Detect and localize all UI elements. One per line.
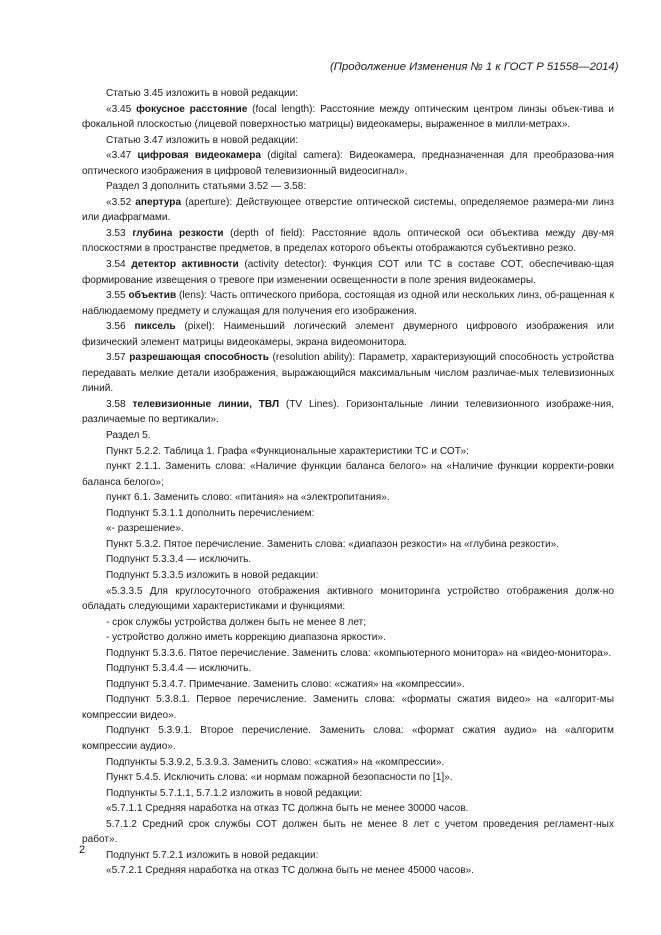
paragraph <box>82 537 614 553</box>
text-run: - устройство должно иметь коррекцию диапазона яркости». <box>106 632 386 644</box>
paragraph <box>82 133 614 149</box>
text-run: Раздел 5. <box>106 430 151 442</box>
text-run: Статью 3.45 изложить в новой редакции: <box>106 88 299 99</box>
text-run: пункт 2.1.1. Заменить слова: «Наличие функции баланса белого» на «Наличие функции корректи-ровки баланса белого»; <box>82 461 614 488</box>
text-run: Пункт 5.3.2. Пятое перечисление. Заменить слова: «диапазон резкости» на «глубина резкости». <box>106 538 560 550</box>
paragraph <box>82 459 614 490</box>
paragraph <box>82 288 614 319</box>
paragraph <box>82 350 614 397</box>
text-run: 3.58 <box>106 398 133 410</box>
text-run: Подпункт 5.7.2.1 изложить в новой редакции: <box>106 849 319 861</box>
paragraph <box>82 661 614 677</box>
document-body <box>82 86 614 879</box>
paragraph <box>82 86 614 102</box>
text-run: Подпункт 5.3.3.5 изложить в новой редакции: <box>106 569 319 581</box>
text-run: «5.7.2.1 Средняя наработка на отказ ТС должна быть не менее 45000 часов». <box>106 865 474 877</box>
text-run: (digital camera): Видеокамера, предназначенная для преобразова-ния оптического изображения в цифровой телевизионный видеосигнал». <box>82 150 614 177</box>
term: пиксель <box>134 321 176 333</box>
text-run: - срок службы устройства должен быть не менее 8 лет; <box>106 616 367 628</box>
page-number: 2 <box>79 844 86 856</box>
text-run: Подпункт 5.3.4.4 — исключить. <box>106 663 252 675</box>
paragraph <box>82 677 614 693</box>
text-run: 3.57 <box>106 352 130 364</box>
text-run: Подпункт 5.3.3.6. Пятое перечисление. Заменить слова: «компьютерного монитора» на «видео-монитора». <box>106 647 612 659</box>
text-run: Раздел 3 дополнить статьями 3.52 — 3.58: <box>106 181 307 193</box>
paragraph <box>82 552 614 568</box>
text-run: 5.7.1.2 Средний срок службы СОТ должен быть не менее 8 лет с учетом проведения регламент-ных работ». <box>82 818 614 846</box>
text-run: «3.52 <box>106 196 136 208</box>
term: апертура <box>135 196 182 208</box>
term: детектор активности <box>131 259 239 271</box>
text-run: 3.53 <box>106 227 133 239</box>
paragraph <box>82 397 614 428</box>
paragraph <box>82 770 614 786</box>
text-run: Подпункт 5.3.9.1. Второе перечисление. Заменить слова: «формат сжатия аудио» на «алгоритм компрессии аудио». <box>82 725 614 752</box>
text-run: пункт 6.1. Заменить слово: «питания» на «электропитания». <box>106 492 390 504</box>
text-run: (focal length): Расстояние между оптическим центром линзы объек-тива и фокальной плоскостью (лицевой поверхностью матрицы) видеокамеры, выраженное в милли-метрах». <box>82 103 614 131</box>
paragraph <box>82 319 614 350</box>
paragraph <box>82 226 614 257</box>
text-run: (pixel): Наименьший логический элемент двумерного цифрового изображения или физический элемент матрицы видеокамеры, экрана видеомонитора. <box>82 321 614 348</box>
paragraph <box>82 102 614 133</box>
text-run: (lens): Часть оптического прибора, состоящая из одной или нескольких линз, об-ращенная к наблюдаемому предмету и служащая для получения его изображения. <box>82 290 614 317</box>
paragraph <box>82 630 614 646</box>
text-run: «3.45 <box>106 103 137 115</box>
paragraph <box>82 444 614 460</box>
text-run: 3.55 <box>106 290 129 302</box>
term: телевизионные линии, ТВЛ <box>132 398 280 410</box>
paragraph <box>82 863 614 879</box>
paragraph <box>82 692 614 723</box>
paragraph <box>82 817 614 848</box>
paragraph <box>82 568 614 584</box>
text-run: (depth of field): Расстояние вдоль оптической оси объектива между дву-мя плоскостями в пространстве предметов, в пределах которого объекты отображаются субъективно резко. <box>82 227 614 255</box>
text-run: Подпункт 5.3.1.1 дополнить перечислением: <box>106 507 315 519</box>
text-run: Подпункты 5.3.9.2, 5.3.9.3. Заменить слово: «сжатия» на «компрессии». <box>106 756 445 768</box>
paragraph <box>82 584 614 615</box>
paragraph <box>82 490 614 506</box>
paragraph <box>82 723 614 754</box>
paragraph <box>82 615 614 631</box>
paragraph <box>82 786 614 802</box>
text-run: «- разрешение». <box>106 523 184 535</box>
text-run: «5.3.3.5 Для круглосуточного отображения активного мониторинга устройство отображения долж-но обладать следующими характеристиками и функциями: <box>82 585 614 613</box>
text-run: Пункт 5.2.2. Таблица 1. Графа «Функциональные характеристики ТС и СОТ»: <box>106 445 469 457</box>
text-run: Пункт 5.4.5. Исключить слова: «и нормам пожарной безопасности по [1]». <box>106 772 453 784</box>
paragraph <box>82 646 614 662</box>
text-run: «5.7.1.1 Средняя наработка на отказ ТС должна быть не менее 30000 часов. <box>106 803 469 815</box>
paragraph <box>82 195 614 226</box>
text-run: Подпункты 5.7.1.1, 5.7.1.2 изложить в новой редакции: <box>106 787 363 799</box>
term: цифровая видеокамера <box>137 150 262 162</box>
paragraph <box>82 801 614 817</box>
term: глубина резкости <box>132 227 224 239</box>
text-run: Подпункт 5.3.4.7. Примечание. Заменить слово: «сжатия» на «компрессии». <box>106 678 465 690</box>
paragraph <box>82 179 614 195</box>
term: объектив <box>128 290 177 302</box>
text-run: «3.47 <box>106 150 138 162</box>
text-run: Подпункт 5.3.8.1. Первое перечисление. Заменить слова: «форматы сжатия видео» на «алгорит-мы компрессии видео». <box>82 694 614 721</box>
text-run: (aperture): Действующее отверстие оптической системы, определяемое размера-ми линз или диафрагмами. <box>82 196 614 224</box>
text-run: (TV Lines). Горизонтальные линии телевизионного изображе-ния, различаемые по вертикали». <box>82 398 615 426</box>
text-run: (activity detector): Функция СОТ или ТС в составе СОТ, обеспечиваю-щая формирование извещения о тревоге при изменении освещенности в поле зрения видеокамеры. <box>82 259 614 286</box>
paragraph <box>82 755 614 771</box>
term: разрешающая способность <box>129 352 269 364</box>
paragraph <box>82 428 614 444</box>
paragraph <box>82 257 614 288</box>
text-run: Статью 3.47 изложить в новой редакции: <box>106 134 299 146</box>
text-run: Подпункт 5.3.3.4 — исключить. <box>106 554 252 566</box>
text-run: 3.56 <box>106 321 135 333</box>
paragraph <box>82 148 614 179</box>
paragraph <box>82 848 614 864</box>
text-run: 3.54 <box>106 259 132 271</box>
text-run: (resolution ability): Параметр, характеризующий способность устройства передавать мелкие детали изображения, выражающийся максимальным числом различае-мых телевизионных линий. <box>82 352 614 395</box>
term: фокусное расстояние <box>136 103 248 115</box>
paragraph <box>82 506 614 522</box>
running-header: (Продолжение Изменения № 1 к ГОСТ Р 51558—2014) <box>330 61 619 73</box>
paragraph <box>82 521 614 537</box>
